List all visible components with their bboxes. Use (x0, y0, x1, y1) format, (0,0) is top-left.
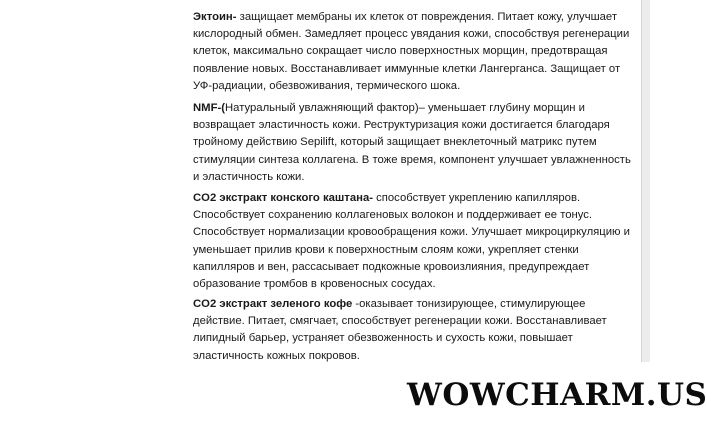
paragraph-line: клеток, максимально сокращает число поверхностных морщин, предотвращая (193, 45, 608, 58)
ingredient-term: NMF-( (193, 102, 225, 114)
ingredient-term: Эктоин- (193, 11, 237, 23)
page-edge (641, 0, 650, 362)
paragraph-line: Способствует сохранению коллагеновых волокон и поддерживает ее тонус. (193, 209, 593, 222)
nmf-paragraph (193, 100, 635, 186)
paragraph-line: эластичность кожных покровов. (193, 349, 360, 362)
paragraph-line: появление новых. Восстанавливает иммунные клетки Лангерганса. Защищает от (193, 62, 621, 75)
ingredient-term: CO2 экстракт конского каштана- (193, 192, 373, 204)
green-coffee-paragraph (193, 296, 635, 365)
paragraph-line: стимуляции синтеза коллагена. В тоже время, компонент улучшает увлажненность (193, 153, 631, 166)
paragraph-line: возвращает эластичность кожи. Реструктуризация кожи достигается благодаря (193, 119, 610, 132)
paragraph-line (193, 190, 635, 207)
paragraph-line: УФ-радиации, обезвоживания, термического шока. (193, 79, 461, 92)
paragraph-line: действие. Питает, смягчает, способствует регенерации кожи. Восстанавливает (193, 315, 607, 328)
ingredient-term: CO2 экстракт зеленого кофе (193, 298, 353, 310)
paragraph-text: способствует укреплению капилляров. (372, 192, 581, 204)
paragraph-line: капилляров и вен, рассасывает подкожные кровоизлияния, предупреждает (193, 260, 590, 273)
paragraph-line: кислородный обмен. Замедляет процесс увядания кожи, способствуя регенерации (193, 28, 630, 41)
paragraph-text: защищает мембраны их клеток от повреждения. Питает кожу, улучшает (236, 11, 618, 23)
paragraph-line (193, 9, 635, 26)
paragraph-line: липидный барьер, устраняет обезвоженность и сухость кожи, повышает (193, 332, 573, 345)
paragraph-line: тройному действию Sepilift, который защищает внеклеточный матрикс путем (193, 136, 597, 149)
paragraph-line: и эластичность кожи. (193, 170, 305, 183)
ectoin-paragraph (193, 9, 635, 95)
horse-chestnut-paragraph (193, 190, 635, 293)
paragraph-line (193, 100, 635, 117)
site-watermark: WOWCHARM.US (407, 377, 707, 413)
paragraph-line: образование тромбов в кровеносных сосудах. (193, 278, 436, 291)
paragraph-line: Способствует нормализации кровообращения кожи. Улучшает микроциркуляцию и (193, 226, 630, 239)
paragraph-text: -оказывает тонизирующее, стимулирующее (352, 298, 586, 310)
paragraph-line: уменьшает прилив крови к поверхностным слоям кожи, укрепляет стенки (193, 243, 579, 256)
paragraph-text: Натуральный увлажняющий фактор)– уменьшает глубину морщин и (225, 102, 585, 114)
paragraph-line (193, 296, 635, 313)
